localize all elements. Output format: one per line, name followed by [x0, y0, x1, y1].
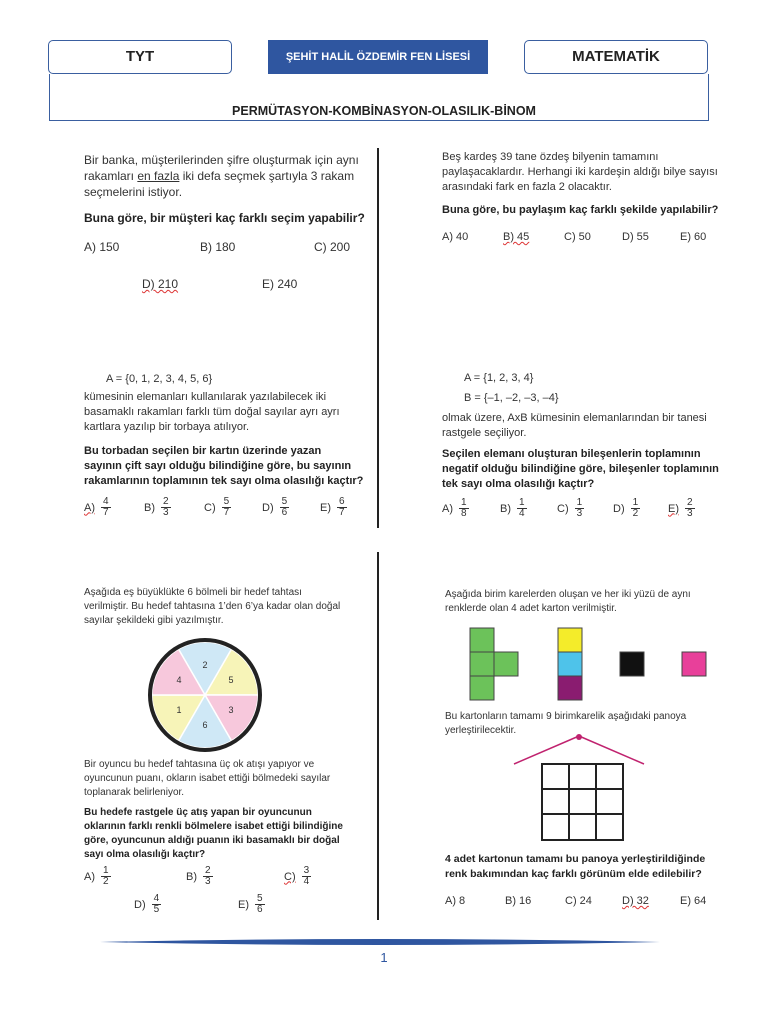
numerator: 2 [687, 497, 693, 508]
green-piece-cell [470, 676, 494, 700]
numerator: 1 [632, 497, 639, 508]
q3-option-b-label: B) [144, 501, 155, 514]
denominator: 2 [103, 876, 109, 887]
exam-type: TYT [125, 48, 155, 65]
q3-option-c[interactable] [204, 497, 231, 518]
q1-line2u: en fazla [137, 169, 180, 183]
q4-option-d-label: D) [613, 502, 625, 515]
q2-question: Buna göre, bu paylaşım kaç farklı şekilde yapılabilir? [442, 204, 719, 216]
q3-option-e-frac [337, 497, 347, 518]
q5-option-d-frac [152, 894, 162, 915]
q5-question-line4: sayı olma olasılığı kaçtır? [84, 849, 206, 860]
q2-option-e[interactable]: E) 60 [680, 231, 707, 243]
q5-text2 [84, 758, 374, 800]
numerator: 2 [163, 496, 169, 507]
pink-cell [682, 652, 706, 676]
q5-line2: verilmiştir. Bu hedef tahtasına 1’den 6’ya kadar olan doğal [84, 601, 341, 612]
dartboard-sector-label: 6 [202, 720, 208, 730]
q3-option-e-label: E) [320, 501, 331, 514]
q1-option-e[interactable]: E) 240 [262, 277, 298, 291]
q4-option-c-label: C) [557, 502, 569, 515]
q5-question-line1: Bu hedefe rastgele üç atış yapan bir oyuncunun [84, 807, 312, 818]
q3-set: A = {0, 1, 2, 3, 4, 5, 6} [106, 373, 213, 385]
q1-option-a[interactable]: A) 150 [84, 240, 120, 254]
q5-line5: oyuncunun puanı, okların isabet ettiği bölmedeki sayılar [84, 773, 331, 784]
q2-option-d[interactable]: D) 55 [622, 231, 649, 243]
yellow-cell [558, 628, 582, 652]
q3-line2: basamaklı rakamları farklı tüm doğal sayılar ayrı ayrı [84, 406, 340, 418]
q1-line3: seçmelerini istiyor. [84, 185, 183, 199]
green-piece-cell [470, 652, 494, 676]
q6-line3: Bu kartonların tamamı 9 birimkarelik aşağıdaki panoya [445, 711, 687, 722]
numerator: 1 [461, 497, 467, 508]
q3-option-a-label: A) [84, 501, 95, 514]
denominator: 3 [576, 508, 583, 519]
q5-option-e-label: E) [238, 898, 249, 911]
board-figure [506, 732, 646, 844]
q4-option-a-frac [459, 498, 469, 519]
header-left-box [48, 40, 232, 74]
q3-line3: kartlara yazılıp bir torbaya atılıyor. [84, 421, 250, 433]
q5-option-e-frac [255, 894, 265, 915]
dartboard-sector-label: 5 [228, 675, 234, 685]
q3-question-line2: sayının çift sayı olduğu bilindiğine göre, bu sayının [84, 460, 352, 472]
q2-text [442, 150, 742, 195]
q4-question [442, 447, 742, 492]
denominator: 8 [461, 508, 467, 519]
denominator: 3 [205, 876, 211, 887]
q5-option-c-frac [302, 866, 312, 887]
denominator: 6 [281, 507, 288, 518]
q4-option-b-frac [517, 498, 527, 519]
q5-question-line3: göre, oyuncunun aldığı puanın iki basamaklı bir doğal [84, 835, 340, 846]
q4-option-d-frac [631, 498, 641, 519]
q6-option-a[interactable]: A) 8 [445, 895, 466, 907]
q4-question-line2: negatif olduğu bilindiğine göre, bileşenler toplamının [442, 463, 719, 475]
q3-option-d-frac [280, 497, 290, 518]
q4-option-a[interactable] [442, 498, 469, 519]
black-cell [620, 652, 644, 676]
q5-line3: sayılar şekildeki gibi yazılmıştır. [84, 615, 224, 626]
q1-line1: Bir banka, müşterilerinden şifre oluşturmak için aynı [84, 153, 359, 167]
green-piece-cell [494, 652, 518, 676]
q2-line2: paylaşacaklardır. Herhangi iki kardeşin aldığı bilye sayısı [442, 166, 718, 178]
q5-option-c[interactable] [284, 866, 311, 887]
column-divider-bottom [377, 552, 379, 920]
q6-line1: Aşağıda birim karelerden oluşan ve her iki yüzü de aynı [445, 589, 691, 600]
denominator: 4 [303, 876, 310, 887]
numerator: 1 [103, 865, 109, 876]
q1-option-d[interactable]: D) 210 [142, 277, 179, 291]
q1-line2 [84, 168, 374, 184]
denominator: 4 [519, 508, 525, 519]
q2-option-a[interactable]: A) 40 [442, 231, 469, 243]
q1-option-b[interactable]: B) 180 [200, 240, 236, 254]
q1-line2a: rakamları [84, 169, 138, 183]
q4-text [442, 411, 742, 441]
q4-set-b: B = {–1, –2, –3, –4} [464, 392, 559, 404]
q3-question [84, 444, 374, 489]
q4-option-c[interactable] [557, 498, 584, 519]
numerator: 1 [576, 497, 583, 508]
q4-option-c-frac [575, 498, 585, 519]
q5-option-b[interactable] [186, 866, 213, 887]
q3-option-c-label: C) [204, 501, 216, 514]
q3-question-line3: rakamlarının toplamının tek sayı olma olasılığı kaçtır? [84, 475, 364, 487]
q4-question-line1: Seçilen elemanı oluşturan bileşenlerin toplamının [442, 448, 701, 460]
numerator: 5 [257, 893, 263, 904]
q1-question: Buna göre, bir müşteri kaç farklı seçim yapabilir? [84, 211, 365, 225]
denominator: 3 [163, 507, 169, 518]
q5-option-b-frac [203, 866, 213, 887]
q5-text [84, 586, 374, 628]
q6-text [445, 588, 735, 616]
q2-option-b[interactable]: B) 45 [503, 231, 530, 243]
q6-question-line2: renk bakımından kaç farklı görünüm elde edilebilir? [445, 868, 702, 880]
denominator: 7 [339, 507, 345, 518]
q3-option-b-frac [161, 497, 171, 518]
green-piece-cell [470, 628, 494, 652]
denominator: 5 [153, 904, 160, 915]
numerator: 6 [339, 496, 345, 507]
numerator: 4 [103, 496, 109, 507]
q3-option-b[interactable] [144, 497, 171, 518]
q6-option-d[interactable]: D) 32 [622, 895, 649, 907]
q5-line4: Bir oyuncu bu hedef tahtasına üç ok atışı yapıyor ve [84, 759, 315, 770]
topic-title: PERMÜTASYON-KOMBİNASYON-OLASILIK-BİNOM [232, 104, 536, 118]
cardboard-pieces-figure [466, 626, 716, 702]
numerator: 2 [205, 865, 211, 876]
q4-set-a: A = {1, 2, 3, 4} [464, 372, 534, 384]
dartboard-sector-label: 4 [176, 675, 182, 685]
school-name: ŞEHİT HALİL ÖZDEMİR FEN LİSESİ [268, 40, 488, 74]
q4-line1: olmak üzere, AxB kümesinin elemanlarından bir tanesi [442, 412, 707, 424]
dartboard-sector-label: 3 [228, 705, 234, 715]
q1-line2b: iki defa seçmek şartıyla 3 rakam [179, 169, 355, 183]
q3-line1: kümesinin elemanları kullanılarak yazılabilecek iki [84, 391, 327, 403]
q5-option-e[interactable] [238, 894, 265, 915]
denominator: 7 [103, 507, 109, 518]
q5-question [84, 806, 374, 862]
q5-option-c-label: C) [284, 870, 296, 883]
subject: MATEMATİK [572, 48, 660, 65]
q4-question-line3: tek sayı olma olasılığı kaçtır? [442, 478, 595, 490]
q5-question-line2: oklarının farklı renkli bölmelere isabet ettiği bilindiğine [84, 821, 343, 832]
q4-option-a-label: A) [442, 502, 453, 515]
q5-option-d[interactable] [134, 894, 161, 915]
q4-option-e-label: E) [668, 502, 679, 515]
denominator: 7 [223, 507, 230, 518]
numerator: 5 [281, 496, 288, 507]
numerator: 4 [153, 893, 160, 904]
dartboard-sector-label: 1 [176, 705, 182, 715]
denominator: 2 [632, 508, 639, 519]
q3-option-d-label: D) [262, 501, 274, 514]
q6-option-e[interactable]: E) 64 [680, 895, 707, 907]
q6-question [445, 852, 745, 882]
q4-option-b[interactable] [500, 498, 527, 519]
page-number: 1 [380, 950, 388, 965]
numerator: 5 [223, 496, 230, 507]
q2-line1: Beş kardeş 39 tane özdeş bilyenin tamamını [442, 151, 659, 163]
q2-line3: arasındaki fark en fazla 2 olacaktır. [442, 181, 612, 193]
q1-option-c[interactable]: C) 200 [314, 240, 351, 254]
q3-option-d[interactable] [262, 497, 289, 518]
q5-option-b-label: B) [186, 870, 197, 883]
q5-option-d-label: D) [134, 898, 146, 911]
q5-option-a[interactable] [84, 866, 111, 887]
denominator: 3 [687, 508, 693, 519]
column-divider-top [377, 148, 379, 528]
cyan-cell [558, 652, 582, 676]
dartboard-sector-label: 2 [202, 660, 208, 670]
q5-line6: toplanarak belirleniyor. [84, 787, 185, 798]
q4-option-b-label: B) [500, 502, 511, 515]
q6-option-b[interactable]: B) 16 [505, 895, 532, 907]
q5-option-a-label: A) [84, 870, 95, 883]
q6-question-line1: 4 adet kartonun tamamı bu panoya yerleştirildiğinde [445, 853, 706, 865]
q4-option-d[interactable] [613, 498, 640, 519]
numerator: 3 [303, 865, 310, 876]
denominator: 6 [257, 904, 263, 915]
footer-rule [100, 938, 660, 946]
numerator: 1 [519, 497, 525, 508]
q4-line2: rastgele seçiliyor. [442, 427, 527, 439]
header-right-box [524, 40, 708, 74]
q4-option-e-frac [685, 498, 695, 519]
q2-option-c[interactable]: C) 50 [564, 231, 591, 243]
q3-option-a-frac [101, 497, 111, 518]
q3-option-a[interactable] [84, 497, 111, 518]
q3-option-c-frac [222, 497, 232, 518]
q3-text [84, 390, 374, 435]
dartboard-figure [146, 636, 264, 754]
q1-text [84, 152, 374, 200]
purple-cell [558, 676, 582, 700]
q4-option-e[interactable] [668, 498, 695, 519]
q5-line1: Aşağıda eş büyüklükte 6 bölmeli bir hedef tahtası [84, 587, 302, 598]
q6-option-c[interactable]: C) 24 [565, 895, 592, 907]
q3-question-line1: Bu torbadan seçilen bir kartın üzerinde yazan [84, 445, 322, 457]
q3-option-e[interactable] [320, 497, 347, 518]
q6-line2: renklerde olan 4 adet karton verilmiştir. [445, 603, 617, 614]
q6-line4: yerleştirilecektir. [445, 725, 517, 736]
q5-option-a-frac [101, 866, 111, 887]
